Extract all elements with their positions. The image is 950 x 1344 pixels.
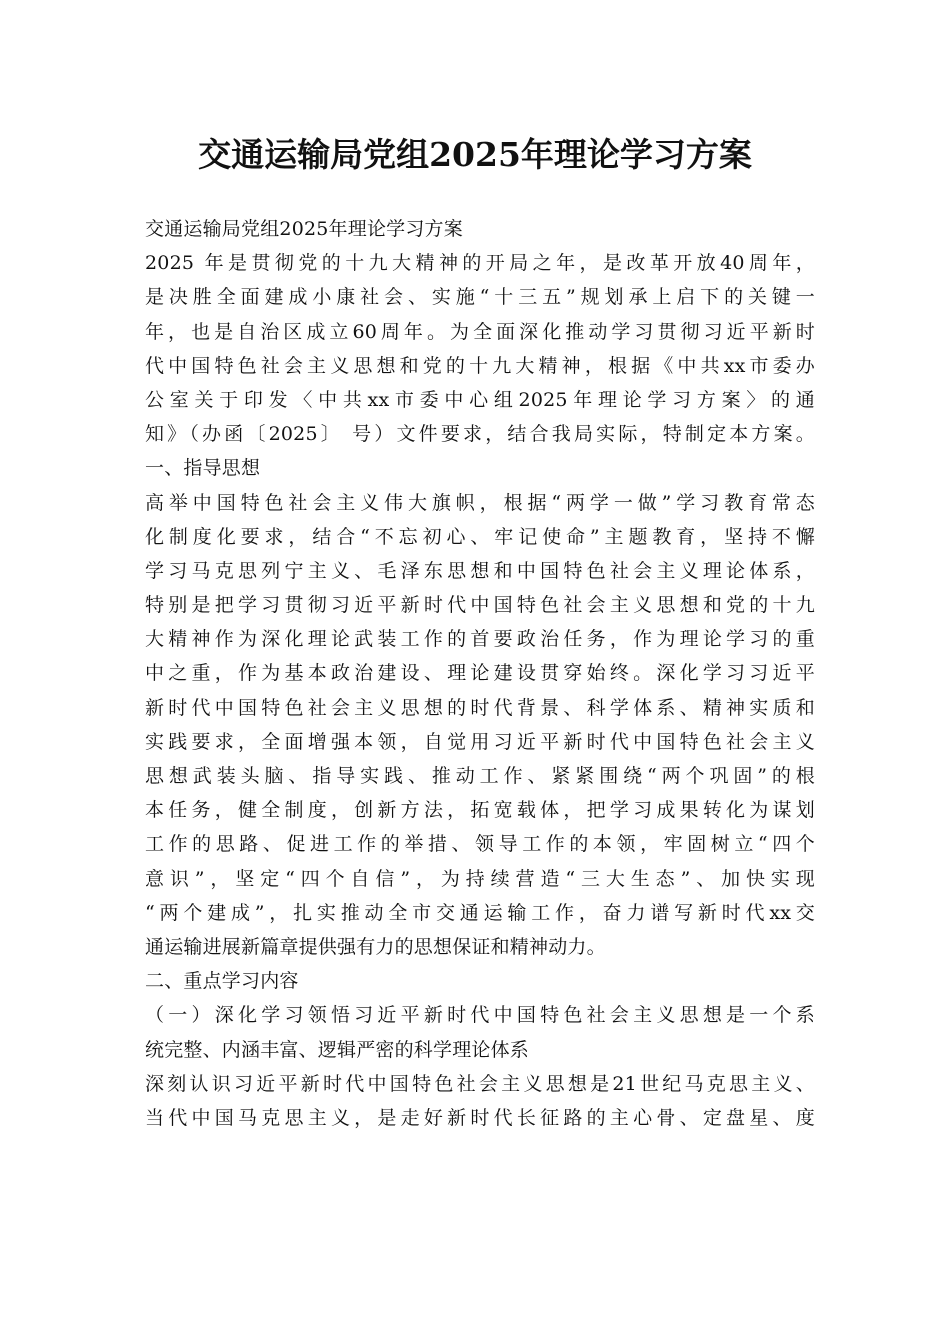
text-line: 知》（办函〔2025〕 号）文件要求，结合我局实际，特制定本方案。 [145, 423, 815, 446]
text-line: 2025 年是贯彻党的十九大精神的开局之年，是改革开放40周年， [145, 252, 815, 275]
text-line: 学习马克思列宁主义、毛泽东思想和中国特色社会主义理论体系， [145, 559, 815, 582]
text-line: 意识”，坚定“四个自信”，为持续营造“三大生态”、加快实现 [145, 867, 815, 890]
text-line: 高举中国特色社会主义伟大旗帜，根据“两学一做”学习教育常态 [145, 491, 815, 514]
text-line: 深刻认识习近平新时代中国特色社会主义思想是21世纪马克思主义、 [145, 1072, 815, 1095]
subsection-heading: （一）深化学习领悟习近平新时代中国特色社会主义思想是一个系 [145, 1004, 815, 1027]
text-line: 是决胜全面建成小康社会、实施“十三五”规划承上启下的关键一 [145, 286, 815, 309]
text-line: 新时代中国特色社会主义思想的时代背景、科学体系、精神实质和 [145, 696, 815, 719]
text-line: 大精神作为深化理论武装工作的首要政治任务，作为理论学习的重 [145, 628, 815, 651]
text-line: 代中国特色社会主义思想和党的十九大精神，根据《中共xx市委办 [145, 354, 815, 377]
text-line: 本任务，健全制度，创新方法，拓宽载体，把学习成果转化为谋划 [145, 799, 815, 822]
text-line: 交通运输局党组2025年理论学习方案 [145, 218, 463, 240]
text-line: 公室关于印发〈中共xx市委中心组2025年理论学习方案〉的通 [145, 388, 815, 411]
subsection-heading: 统完整、内涵丰富、逻辑严密的科学理论体系 [145, 1038, 530, 1061]
document-body [145, 212, 815, 1135]
text-line: 化制度化要求，结合“不忘初心、牢记使命”主题教育，坚持不懈 [145, 525, 815, 548]
text-line: 当代中国马克思主义，是走好新时代长征路的主心骨、定盘星、度 [145, 1106, 815, 1129]
section-heading: 一、指导思想 [145, 457, 261, 480]
document-title: 交通运输局党组2025年理论学习方案 [198, 135, 752, 174]
text-line: 实践要求，全面增强本领，自觉用习近平新时代中国特色社会主义 [145, 730, 815, 753]
text-line: 工作的思路、促进工作的举措、领导工作的本领，牢固树立“四个 [145, 833, 815, 856]
text-line: 特别是把学习贯彻习近平新时代中国特色社会主义思想和党的十九 [145, 594, 815, 617]
text-line: 思想武装头脑、指导实践、推动工作、紧紧围绕“两个巩固”的根 [145, 765, 815, 787]
text-line: 年，也是自治区成立60周年。为全面深化推动学习贯彻习近平新时 [145, 320, 815, 343]
text-line: “两个建成”，扎实推动全市交通运输工作，奋力谱写新时代xx交 [145, 901, 815, 924]
section-heading: 二、重点学习内容 [145, 970, 299, 993]
text-line: 中之重，作为基本政治建设、理论建设贯穿始终。深化学习习近平 [145, 662, 815, 685]
text-line: 通运输进展新篇章提供强有力的思想保证和精神动力。 [145, 935, 606, 958]
